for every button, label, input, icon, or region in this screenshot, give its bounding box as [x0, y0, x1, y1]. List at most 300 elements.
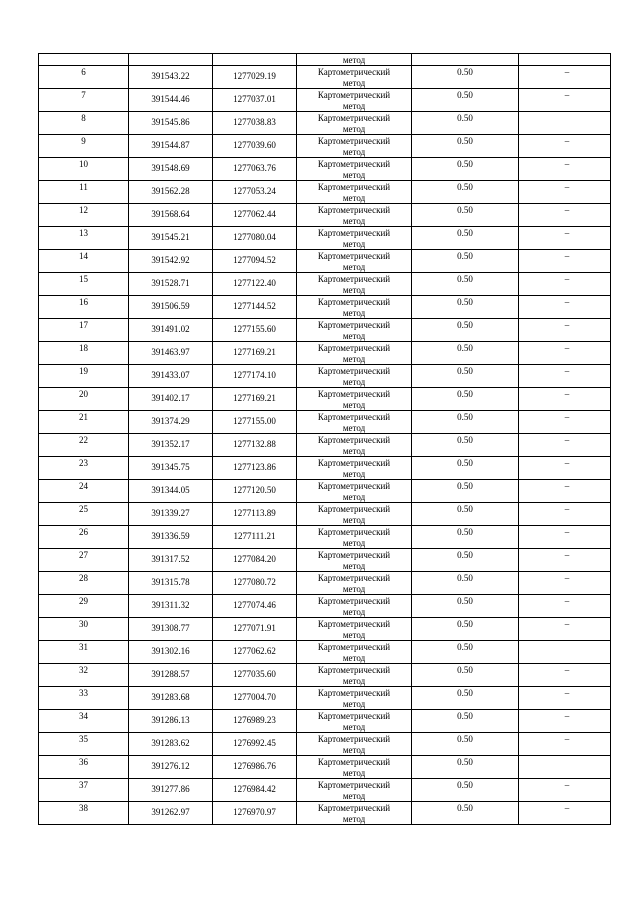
cell-extra [519, 687, 611, 710]
cell-method [297, 273, 412, 296]
x-coordinate: 391302.16 [151, 646, 190, 656]
cell-method [297, 158, 412, 181]
coordinates-table-body [39, 54, 611, 825]
cell-accuracy [412, 181, 519, 204]
accuracy-value: 0.50 [457, 780, 473, 790]
y-coordinate: 1277094.52 [233, 255, 276, 265]
table-row [39, 641, 611, 664]
cell-x [129, 411, 213, 434]
table-row [39, 273, 611, 296]
x-coordinate: 391283.62 [151, 738, 190, 748]
cell-number [39, 296, 129, 319]
cell-x [129, 319, 213, 342]
cell-accuracy [412, 54, 519, 66]
extra-value: – [564, 711, 570, 721]
cell-x [129, 641, 213, 664]
accuracy-value: 0.50 [457, 573, 473, 583]
accuracy-value: 0.50 [457, 435, 473, 445]
method-line-2: метод [342, 814, 366, 824]
cell-number [39, 204, 129, 227]
cell-y [213, 779, 297, 802]
extra-value: – [564, 366, 570, 376]
cell-number [39, 158, 129, 181]
y-coordinate: 1277029.19 [233, 71, 276, 81]
cell-y [213, 66, 297, 89]
cell-y [213, 181, 297, 204]
cell-number [39, 687, 129, 710]
y-coordinate: 1277123.86 [233, 462, 276, 472]
table-row [39, 434, 611, 457]
method-line-1: Картометрический [317, 343, 391, 353]
point-number: 36 [79, 757, 88, 767]
cell-x [129, 687, 213, 710]
point-number: 6 [81, 67, 86, 77]
cell-accuracy [412, 296, 519, 319]
extra-value: – [564, 458, 570, 468]
x-coordinate: 391345.75 [151, 462, 190, 472]
method-line-1: Картометрический [317, 527, 391, 537]
x-coordinate: 391276.12 [151, 761, 190, 771]
accuracy-value: 0.50 [457, 113, 473, 123]
cell-number [39, 457, 129, 480]
cell-method [297, 112, 412, 135]
method-line-2: метод [342, 538, 366, 548]
cell-extra [519, 549, 611, 572]
cell-number [39, 365, 129, 388]
table-row [39, 618, 611, 641]
cell-extra [519, 89, 611, 112]
cell-method [297, 641, 412, 664]
cell-y [213, 664, 297, 687]
table-row [39, 388, 611, 411]
point-number: 19 [79, 366, 88, 376]
cell-x [129, 227, 213, 250]
cell-accuracy [412, 526, 519, 549]
y-coordinate: 1277035.60 [233, 669, 276, 679]
cell-extra [519, 112, 611, 135]
accuracy-value: 0.50 [457, 343, 473, 353]
extra-value: – [564, 573, 570, 583]
extra-value: – [564, 136, 570, 146]
extra-value: – [564, 251, 570, 261]
method-line-1: Картометрический [317, 458, 391, 468]
y-coordinate: 1277074.46 [233, 600, 276, 610]
method-line-2: метод [342, 239, 366, 249]
method-line-1: Картометрический [317, 320, 391, 330]
cell-y [213, 411, 297, 434]
cell-y [213, 365, 297, 388]
method-line-1: Картометрический [317, 435, 391, 445]
extra-value: – [564, 481, 570, 491]
y-coordinate: 1276989.23 [233, 715, 276, 725]
point-number: 23 [79, 458, 88, 468]
x-coordinate: 391344.05 [151, 485, 190, 495]
cell-x [129, 779, 213, 802]
table-row [39, 135, 611, 158]
table-row [39, 549, 611, 572]
cell-y [213, 572, 297, 595]
cell-x [129, 434, 213, 457]
y-coordinate: 1276992.45 [233, 738, 276, 748]
y-coordinate: 1277132.88 [233, 439, 276, 449]
x-coordinate: 391433.07 [151, 370, 190, 380]
cell-method [297, 181, 412, 204]
table-row [39, 365, 611, 388]
table-row [39, 457, 611, 480]
point-number: 12 [79, 205, 88, 215]
cell-accuracy [412, 135, 519, 158]
cell-x [129, 802, 213, 825]
cell-method [297, 411, 412, 434]
point-number: 34 [79, 711, 88, 721]
cell-y [213, 388, 297, 411]
method-line-1: Картометрический [317, 90, 391, 100]
cell-extra [519, 664, 611, 687]
cell-extra [519, 710, 611, 733]
cell-accuracy [412, 204, 519, 227]
table-row [39, 250, 611, 273]
cell-method [297, 319, 412, 342]
point-number: 33 [79, 688, 88, 698]
cell-accuracy [412, 687, 519, 710]
cell-number [39, 388, 129, 411]
point-number: 32 [79, 665, 88, 675]
extra-value: – [564, 550, 570, 560]
y-coordinate: 1277169.21 [233, 393, 276, 403]
extra-value: – [564, 320, 570, 330]
table-row [39, 158, 611, 181]
coordinates-table [38, 53, 611, 825]
cell-extra [519, 66, 611, 89]
cell-method [297, 503, 412, 526]
cell-y [213, 158, 297, 181]
table-row [39, 687, 611, 710]
cell-accuracy [412, 365, 519, 388]
method-line-1: Картометрический [317, 803, 391, 813]
point-number: 11 [79, 182, 88, 192]
cell-accuracy [412, 388, 519, 411]
accuracy-value: 0.50 [457, 159, 473, 169]
table-row [39, 756, 611, 779]
x-coordinate: 391528.71 [151, 278, 190, 288]
cell-method [297, 480, 412, 503]
accuracy-value: 0.50 [457, 757, 473, 767]
x-coordinate: 391544.87 [151, 140, 190, 150]
accuracy-value: 0.50 [457, 734, 473, 744]
cell-accuracy [412, 641, 519, 664]
point-number: 20 [79, 389, 88, 399]
accuracy-value: 0.50 [457, 711, 473, 721]
cell-x [129, 572, 213, 595]
cell-y [213, 802, 297, 825]
extra-value: – [564, 205, 570, 215]
cell-number [39, 503, 129, 526]
extra-value: – [564, 389, 570, 399]
point-number: 15 [79, 274, 88, 284]
x-coordinate: 391288.57 [151, 669, 190, 679]
cell-y [213, 687, 297, 710]
method-line-2: метод [342, 791, 366, 801]
accuracy-value: 0.50 [457, 458, 473, 468]
cell-x [129, 664, 213, 687]
x-coordinate: 391317.52 [151, 554, 190, 564]
cell-extra [519, 158, 611, 181]
method-line-2: метод [342, 745, 366, 755]
cell-number [39, 181, 129, 204]
method-line-1: Картометрический [317, 757, 391, 767]
method-line-2: метод [342, 78, 366, 88]
cell-number [39, 227, 129, 250]
cell-accuracy [412, 112, 519, 135]
x-coordinate: 391286.13 [151, 715, 190, 725]
table-row [39, 112, 611, 135]
x-coordinate: 391283.68 [151, 692, 190, 702]
cell-number [39, 434, 129, 457]
cell-number [39, 411, 129, 434]
accuracy-value: 0.50 [457, 619, 473, 629]
cell-method [297, 434, 412, 457]
cell-number [39, 572, 129, 595]
cell-extra [519, 250, 611, 273]
cell-x [129, 595, 213, 618]
method-line-1: Картометрический [317, 734, 391, 744]
cell-extra [519, 296, 611, 319]
cell-number [39, 756, 129, 779]
cell-x [129, 549, 213, 572]
cell-y [213, 710, 297, 733]
accuracy-value: 0.50 [457, 251, 473, 261]
cell-number [39, 710, 129, 733]
x-coordinate: 391545.21 [151, 232, 190, 242]
x-coordinate: 391311.32 [151, 600, 190, 610]
x-coordinate: 391308.77 [151, 623, 190, 633]
cell-method [297, 250, 412, 273]
cell-extra [519, 434, 611, 457]
method-line-2: метод [342, 469, 366, 479]
method-line-1: Картометрический [317, 182, 391, 192]
method-line-1: Картометрический [317, 251, 391, 261]
cell-x [129, 158, 213, 181]
y-coordinate: 1277004.70 [233, 692, 276, 702]
x-coordinate: 391506.59 [151, 301, 190, 311]
method-line-2: метод [342, 262, 366, 272]
cell-y [213, 434, 297, 457]
extra-value: – [564, 67, 570, 77]
extra-value: – [564, 297, 570, 307]
extra-value: – [564, 688, 570, 698]
cell-method [297, 733, 412, 756]
cell-extra [519, 319, 611, 342]
point-number: 24 [79, 481, 88, 491]
accuracy-value: 0.50 [457, 665, 473, 675]
cell-number [39, 664, 129, 687]
cell-extra [519, 526, 611, 549]
method-line-2: метод [342, 308, 366, 318]
table-row [39, 503, 611, 526]
table-row [39, 480, 611, 503]
cell-x [129, 503, 213, 526]
y-coordinate: 1277080.04 [233, 232, 276, 242]
y-coordinate: 1277084.20 [233, 554, 276, 564]
extra-value: – [564, 619, 570, 629]
cell-extra [519, 503, 611, 526]
cell-method [297, 457, 412, 480]
point-number: 22 [79, 435, 88, 445]
cell-x [129, 89, 213, 112]
cell-y [213, 503, 297, 526]
point-number: 18 [79, 343, 88, 353]
cell-number [39, 273, 129, 296]
accuracy-value: 0.50 [457, 504, 473, 514]
cell-x [129, 181, 213, 204]
extra-value: – [564, 412, 570, 422]
point-number: 38 [79, 803, 88, 813]
cell-y [213, 733, 297, 756]
extra-value: – [564, 665, 570, 675]
cell-method [297, 89, 412, 112]
cell-accuracy [412, 779, 519, 802]
cell-y [213, 204, 297, 227]
cell-method [297, 342, 412, 365]
accuracy-value: 0.50 [457, 90, 473, 100]
y-coordinate: 1277062.44 [233, 209, 276, 219]
x-coordinate: 391336.59 [151, 531, 190, 541]
accuracy-value: 0.50 [457, 527, 473, 537]
y-coordinate: 1277174.10 [233, 370, 276, 380]
cell-accuracy [412, 503, 519, 526]
cell-extra [519, 802, 611, 825]
point-number: 31 [79, 642, 88, 652]
cell-method [297, 54, 412, 66]
cell-number [39, 112, 129, 135]
point-number: 35 [79, 734, 88, 744]
method-line-2: метод [342, 699, 366, 709]
point-number: 37 [79, 780, 88, 790]
y-coordinate: 1277062.62 [233, 646, 276, 656]
method-line-2: метод [342, 354, 366, 364]
cell-number [39, 618, 129, 641]
accuracy-value: 0.50 [457, 274, 473, 284]
cell-y [213, 756, 297, 779]
cell-x [129, 112, 213, 135]
cell-x [129, 756, 213, 779]
accuracy-value: 0.50 [457, 481, 473, 491]
x-coordinate: 391568.64 [151, 209, 190, 219]
cell-number [39, 641, 129, 664]
x-coordinate: 391491.02 [151, 324, 190, 334]
table-row [39, 204, 611, 227]
method-line-1: Картометрический [317, 67, 391, 77]
y-coordinate: 1277155.60 [233, 324, 276, 334]
cell-y [213, 595, 297, 618]
cell-extra [519, 204, 611, 227]
method-line-1: Картометрический [317, 711, 391, 721]
method-line-1: Картометрический [317, 573, 391, 583]
cell-number [39, 779, 129, 802]
extra-value: – [564, 343, 570, 353]
point-number: 14 [79, 251, 88, 261]
cell-number [39, 319, 129, 342]
y-coordinate: 1277113.89 [233, 508, 276, 518]
method-line-1: Картометрический [317, 688, 391, 698]
table-row [39, 66, 611, 89]
method-line-1: Картометрический [317, 113, 391, 123]
x-coordinate: 391262.97 [151, 807, 190, 817]
cell-accuracy [412, 89, 519, 112]
y-coordinate: 1277080.72 [233, 577, 276, 587]
method-line-1: Картометрический [317, 504, 391, 514]
cell-y [213, 273, 297, 296]
cell-method [297, 664, 412, 687]
cell-method [297, 66, 412, 89]
cell-accuracy [412, 457, 519, 480]
method-line-2: метод [342, 193, 366, 203]
cell-accuracy [412, 319, 519, 342]
method-line-1: Картометрический [317, 366, 391, 376]
cell-number [39, 66, 129, 89]
method-line-2: метод [342, 515, 366, 525]
accuracy-value: 0.50 [457, 182, 473, 192]
method-line-2: метод [342, 492, 366, 502]
table-row [39, 89, 611, 112]
cell-extra [519, 273, 611, 296]
cell-accuracy [412, 664, 519, 687]
cell-accuracy [412, 250, 519, 273]
point-number: 16 [79, 297, 88, 307]
table-row [39, 526, 611, 549]
method-line-1: Картометрический [317, 205, 391, 215]
table-row [39, 733, 611, 756]
y-coordinate: 1276970.97 [233, 807, 276, 817]
cell-y [213, 54, 297, 66]
cell-x [129, 388, 213, 411]
table-row [39, 572, 611, 595]
cell-y [213, 319, 297, 342]
extra-value [519, 641, 610, 642]
cell-method [297, 204, 412, 227]
cell-method [297, 572, 412, 595]
method-line-1: Картометрический [317, 550, 391, 560]
cell-method [297, 779, 412, 802]
cell-y [213, 250, 297, 273]
method-line-2: метод [342, 124, 366, 134]
table-row [39, 595, 611, 618]
cell-method [297, 802, 412, 825]
table-row [39, 802, 611, 825]
method-line-2: метод [342, 285, 366, 295]
cell-accuracy [412, 158, 519, 181]
cell-y [213, 135, 297, 158]
cell-accuracy [412, 342, 519, 365]
cell-y [213, 227, 297, 250]
x-coordinate: 391545.86 [151, 117, 190, 127]
method-text: метод [342, 55, 366, 65]
method-line-2: метод [342, 561, 366, 571]
y-coordinate: 1276984.42 [233, 784, 276, 794]
point-number: 28 [79, 573, 88, 583]
method-line-1: Картометрический [317, 159, 391, 169]
cell-accuracy [412, 434, 519, 457]
cell-extra [519, 457, 611, 480]
cell-number [39, 802, 129, 825]
method-line-2: метод [342, 101, 366, 111]
extra-value [519, 756, 610, 757]
cell-accuracy [412, 549, 519, 572]
accuracy-value: 0.50 [457, 67, 473, 77]
cell-extra [519, 54, 611, 66]
cell-y [213, 296, 297, 319]
cell-accuracy [412, 572, 519, 595]
